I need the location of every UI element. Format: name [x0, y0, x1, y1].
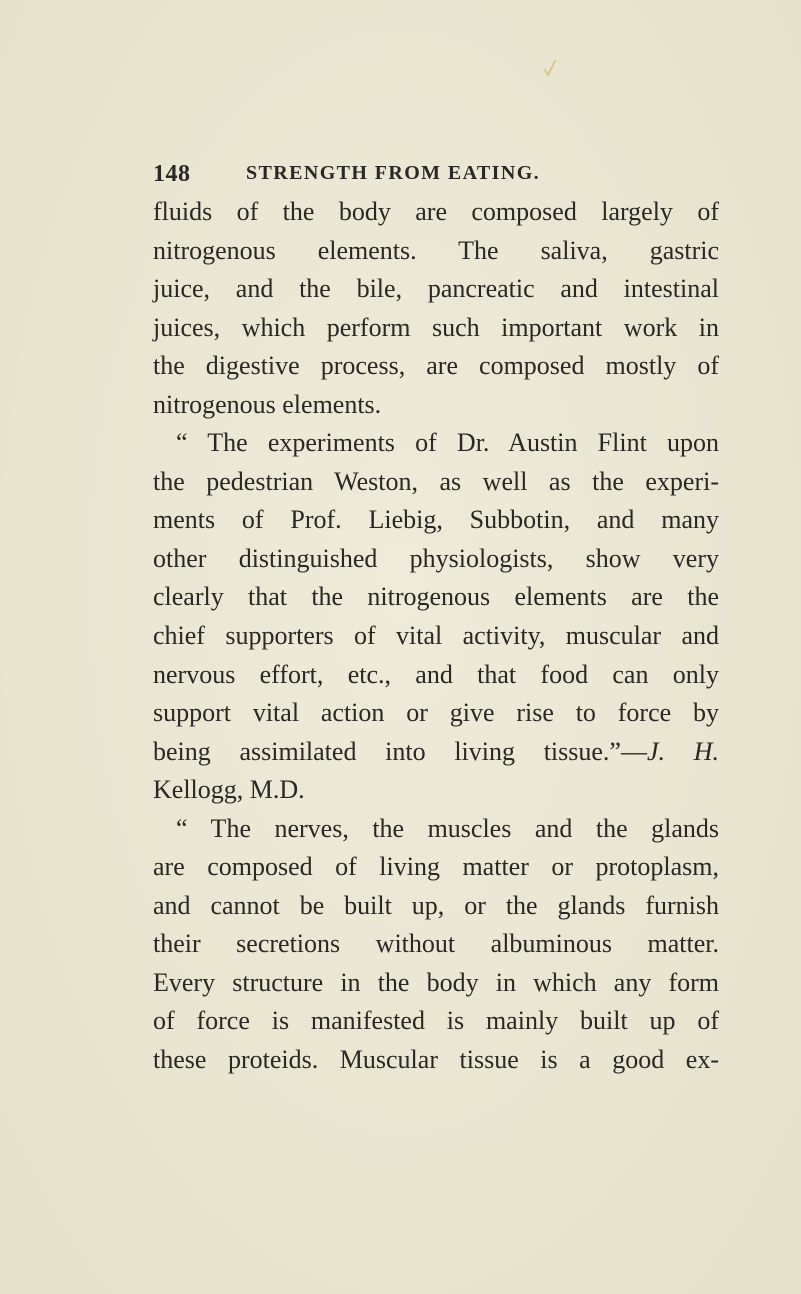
- text-line: [153, 733, 719, 772]
- text-line: chief supporters of vital activity, muscular and: [153, 621, 719, 651]
- text-line: are composed of living matter or protoplasm,: [153, 852, 719, 882]
- author-initials: J. H.: [646, 736, 719, 766]
- body-text: [153, 193, 719, 1080]
- text-line: Every structure in the body in which any form: [153, 967, 719, 997]
- running-head: [153, 161, 719, 191]
- text-line: “ The experiments of Dr. Austin Flint upon: [176, 428, 719, 458]
- author-name: Kellogg, M.D.: [153, 775, 305, 805]
- text-line: nitrogenous elements.: [153, 389, 382, 419]
- text-line: clearly that the nitrogenous elements are the: [153, 582, 719, 612]
- running-title: STRENGTH FROM EATING.: [246, 162, 541, 184]
- text-line: nervous effort, etc., and that food can only: [153, 659, 719, 689]
- text-line: and cannot be built up, or the glands furnish: [153, 890, 719, 920]
- quote-text: being assimilated into living tissue.”—: [153, 736, 647, 766]
- text-line: these proteids. Muscular tissue is a good ex-: [153, 1045, 719, 1075]
- text-line: ments of Prof. Liebig, Subbotin, and many: [153, 505, 719, 535]
- text-line: their secretions without albuminous matter.: [153, 929, 719, 959]
- text-line: “ The nerves, the muscles and the glands: [176, 813, 719, 843]
- text-line: other distinguished physiologists, show very: [153, 543, 719, 573]
- text-line: juice, and the bile, pancreatic and intestinal: [153, 274, 719, 304]
- text-line: fluids of the body are composed largely of: [153, 197, 719, 226]
- text-line: nitrogenous elements. The saliva, gastric: [153, 235, 719, 265]
- page-number: 148: [153, 161, 191, 187]
- text-line: the pedestrian Weston, as well as the experi-: [153, 466, 719, 496]
- text-line: the digestive process, are composed mostly of: [153, 351, 719, 381]
- text-line: of force is manifested is mainly built up of: [153, 1006, 719, 1036]
- pencil-tick-mark: [543, 58, 557, 78]
- text-line: support vital action or give rise to force by: [153, 698, 719, 728]
- text-line: juices, which perform such important work in: [153, 312, 719, 342]
